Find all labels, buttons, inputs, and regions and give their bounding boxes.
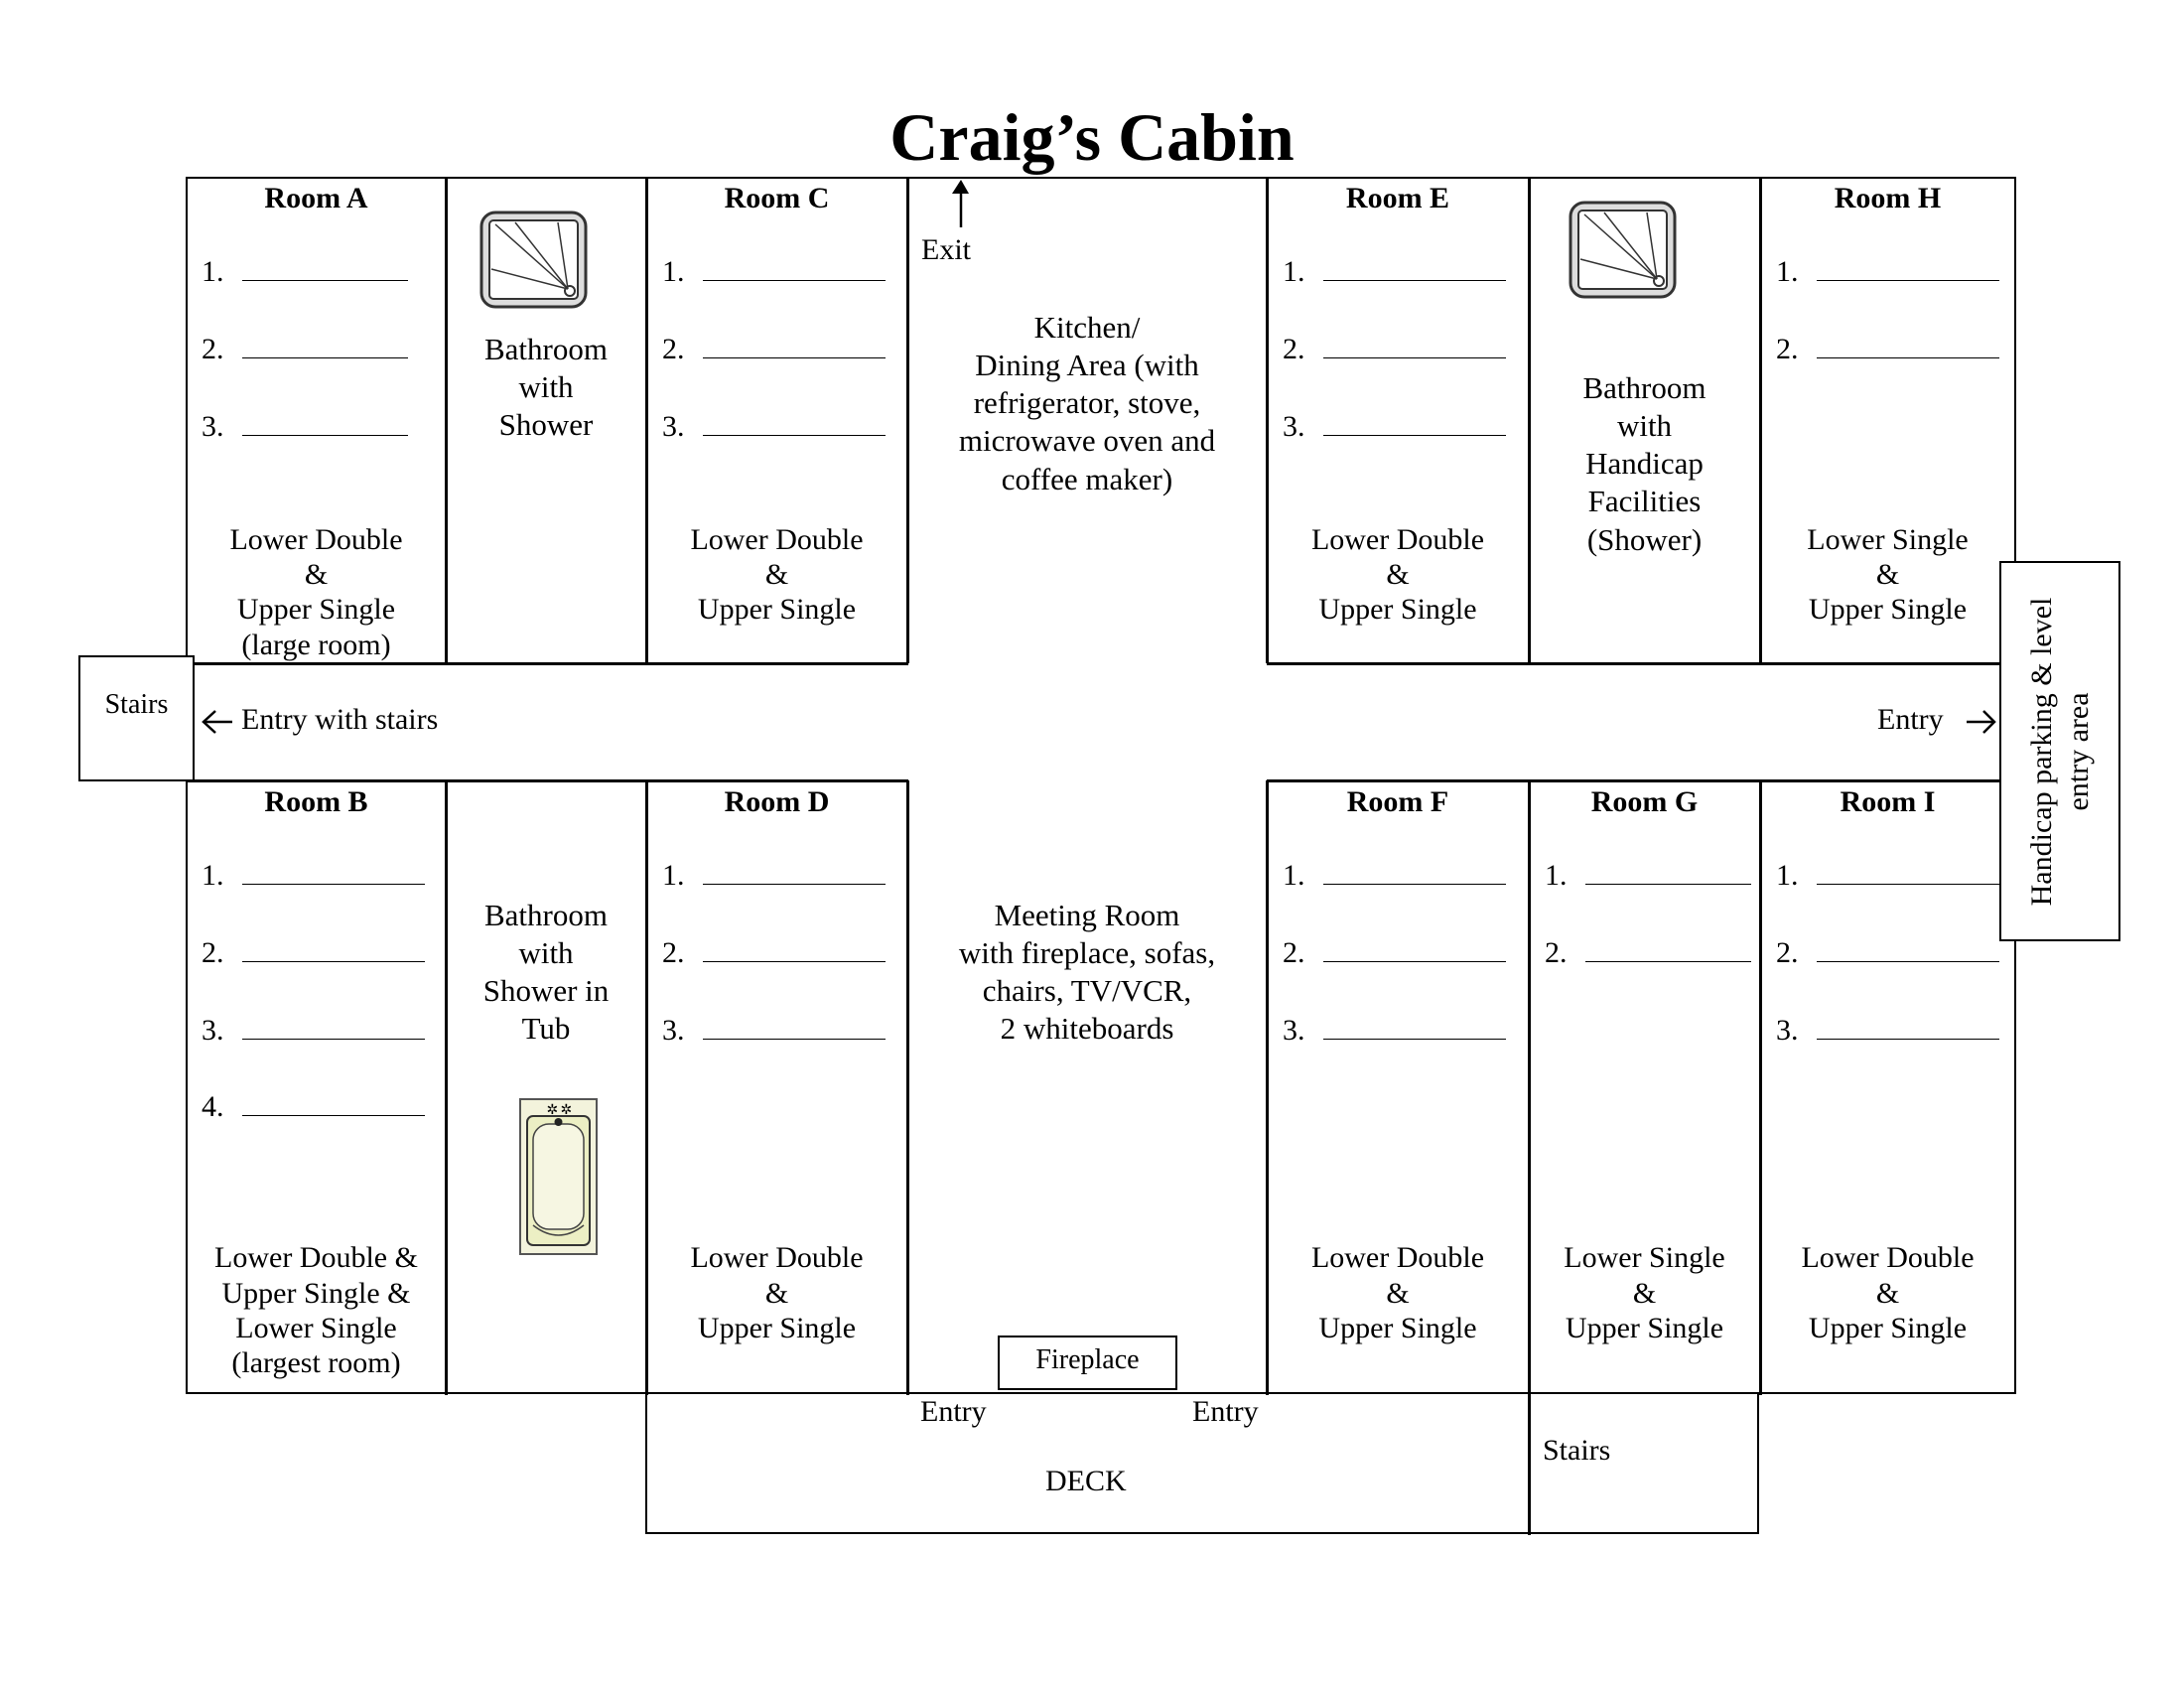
bathroom-handicap-line: Facilities: [1587, 484, 1702, 518]
name-line: [1817, 1017, 1999, 1040]
name-line: [1323, 258, 1506, 281]
bathroom-shower-line: with: [518, 369, 574, 404]
name-line: [1817, 258, 1999, 281]
occupant-slot[interactable]: [662, 936, 886, 970]
name-line: [703, 336, 886, 358]
occupant-slot[interactable]: [662, 1014, 886, 1048]
slot-number: 1.: [1776, 255, 1799, 288]
bathroom-handicap-line: Handicap: [1585, 446, 1704, 481]
occupant-slot[interactable]: [662, 333, 886, 366]
slot-number: 3.: [202, 410, 224, 443]
room-name: Room C: [724, 182, 830, 214]
bathroom-handicap-line: (Shower): [1586, 522, 1703, 557]
slot-number: 2.: [202, 333, 224, 365]
bed-info: Lower Single: [1564, 1241, 1725, 1274]
bed-info: Lower Double: [1801, 1241, 1975, 1274]
name-line: [703, 258, 886, 281]
bed-info: Lower Double: [229, 523, 403, 556]
bed-info: Upper Single: [236, 593, 396, 626]
room-a: [186, 177, 447, 663]
slot-number: 1.: [202, 859, 224, 892]
occupant-slot[interactable]: [1283, 859, 1506, 893]
room-h: [1760, 177, 2015, 663]
slot-number: 1.: [662, 859, 685, 892]
occupant-slot[interactable]: [1776, 333, 1999, 366]
bed-info: Upper Single: [1318, 1312, 1477, 1344]
bed-info: &: [1386, 558, 1410, 591]
shower-icon: [479, 211, 588, 309]
room-name: Room A: [264, 182, 368, 214]
slot-number: 2.: [1776, 333, 1799, 365]
bathroom-tub-line: with: [518, 935, 574, 970]
up-arrow-icon: [951, 180, 971, 227]
occupant-slot[interactable]: [202, 1014, 425, 1048]
bed-info: Lower Double: [1310, 523, 1485, 556]
bathroom-handicap-line: Bathroom: [1582, 370, 1706, 405]
bed-info: Upper Single: [697, 593, 857, 626]
occupant-slot[interactable]: [202, 410, 408, 444]
bed-info: &: [304, 558, 329, 591]
bed-info: (largest room): [231, 1346, 401, 1379]
svg-text:✲: ✲: [560, 1102, 573, 1118]
name-line: [703, 1017, 886, 1040]
slot-number: 1.: [1283, 859, 1305, 892]
room-name: Room F: [1346, 785, 1449, 818]
occupant-slot[interactable]: [1776, 255, 1999, 289]
bed-info: Upper Single: [697, 1312, 857, 1344]
occupant-slot[interactable]: [202, 1090, 425, 1124]
name-line: [1323, 336, 1506, 358]
bathroom-tub-line: Shower in: [482, 973, 610, 1008]
occupant-slot[interactable]: [202, 936, 425, 970]
name-line: [242, 939, 425, 962]
shower-icon: [1569, 201, 1677, 299]
room-g: [1529, 780, 1760, 1395]
occupant-slot[interactable]: [662, 410, 886, 444]
slot-number: 2.: [1776, 936, 1799, 969]
fireplace-label: Fireplace: [1035, 1344, 1140, 1375]
room-b: [186, 780, 447, 1395]
room-c: [646, 177, 907, 663]
slot-number: 2.: [1545, 936, 1568, 969]
meeting-room-line: 2 whiteboards: [1000, 1011, 1174, 1046]
slot-number: 3.: [1283, 1014, 1305, 1047]
handicap-entry-text: [2023, 569, 2097, 933]
occupant-slot[interactable]: [662, 859, 886, 893]
name-line: [1323, 413, 1506, 436]
stairs-label: Stairs: [1543, 1434, 1611, 1467]
name-line: [242, 862, 425, 885]
name-line: [1585, 939, 1751, 962]
bed-info: Upper Single &: [221, 1277, 411, 1310]
bathtub-icon: [519, 1098, 598, 1255]
occupant-slot[interactable]: [1776, 936, 1999, 970]
deck-label: DECK: [1045, 1465, 1127, 1497]
svg-text:✲: ✲: [546, 1102, 559, 1118]
name-line: [1323, 1017, 1506, 1040]
name-line: [1585, 862, 1751, 885]
left-arrow-icon: [202, 709, 232, 734]
kitchen-dining-line: coffee maker): [1001, 462, 1173, 496]
kitchen-dining-line: Dining Area (with: [975, 348, 1199, 382]
bathroom-handicap-line: with: [1616, 408, 1673, 443]
slot-number: 1.: [1545, 859, 1568, 892]
occupant-slot[interactable]: [1283, 936, 1506, 970]
slot-number: 2.: [662, 333, 685, 365]
name-line: [242, 1017, 425, 1040]
occupant-slot[interactable]: [202, 333, 408, 366]
right-arrow-icon: [1967, 709, 1997, 734]
slot-number: 1.: [662, 255, 685, 288]
name-line: [1323, 939, 1506, 962]
room-name: Room B: [264, 785, 368, 818]
stairs-left-label: Stairs: [104, 689, 169, 720]
room-name: Room G: [1590, 785, 1699, 818]
deck-stairs-wall: [1528, 1395, 1531, 1535]
entry-label: Entry: [1877, 703, 1944, 736]
occupant-slot[interactable]: [1776, 1014, 1999, 1048]
room-f: [1267, 780, 1529, 1395]
bed-info: Upper Single: [1318, 593, 1477, 626]
bed-info: &: [1875, 558, 1900, 591]
slot-number: 3.: [662, 1014, 685, 1047]
occupant-slot[interactable]: [662, 255, 886, 289]
occupant-slot[interactable]: [202, 859, 425, 893]
deck-entry-left: Entry: [920, 1395, 987, 1428]
occupant-slot[interactable]: [1283, 333, 1506, 366]
room-name: Room H: [1834, 182, 1942, 214]
name-line: [703, 939, 886, 962]
deck-entry-right: Entry: [1192, 1395, 1259, 1428]
name-line: [703, 413, 886, 436]
kitchen-dining-line: Kitchen/: [1033, 310, 1141, 345]
bed-info: Upper Single: [1808, 1312, 1968, 1344]
meeting-room-line: chairs, TV/VCR,: [982, 973, 1192, 1008]
bed-info: &: [1875, 1277, 1900, 1310]
name-line: [1817, 939, 1999, 962]
bed-info: &: [1632, 1277, 1657, 1310]
slot-number: 3.: [1283, 410, 1305, 443]
room-i: [1760, 780, 2015, 1395]
bathroom-tub-line: Bathroom: [484, 898, 608, 932]
slot-number: 2.: [202, 936, 224, 969]
hallway: [188, 665, 2012, 778]
bed-info: &: [764, 1277, 789, 1310]
slot-number: 2.: [1283, 333, 1305, 365]
fireplace: [998, 1336, 1177, 1390]
room-d: [646, 780, 907, 1395]
bed-info: Lower Single: [1807, 523, 1969, 556]
bed-info: &: [764, 558, 789, 591]
occupant-slot[interactable]: [1545, 936, 1751, 970]
room-name: Room I: [1840, 785, 1936, 818]
bed-info: Lower Double: [690, 1241, 864, 1274]
slot-number: 3.: [662, 410, 685, 443]
kitchen-dining-line: refrigerator, stove,: [973, 385, 1201, 420]
name-line: [242, 258, 408, 281]
bed-info: Lower Double &: [214, 1241, 418, 1274]
exit-label: Exit: [921, 233, 971, 266]
name-line: [242, 336, 408, 358]
slot-number: 1.: [202, 255, 224, 288]
name-line: [242, 413, 408, 436]
entry-with-stairs-label: Entry with stairs: [241, 703, 439, 736]
bed-info: (large room): [241, 629, 391, 661]
bed-info: Lower Double: [1310, 1241, 1485, 1274]
slot-number: 3.: [1776, 1014, 1799, 1047]
bed-info: Upper Single: [1565, 1312, 1724, 1344]
meeting-room-line: with fireplace, sofas,: [958, 935, 1216, 970]
bed-info: Lower Double: [690, 523, 864, 556]
room-name: Room E: [1345, 182, 1450, 214]
name-line: [242, 1093, 425, 1116]
slot-number: 1.: [1776, 859, 1799, 892]
name-line: [1323, 862, 1506, 885]
bathroom-tub-line: Tub: [521, 1011, 571, 1046]
page-title: Craig’s Cabin: [889, 99, 1295, 175]
room-e: [1267, 177, 1529, 663]
meeting-room-line: Meeting Room: [994, 898, 1180, 932]
slot-number: 3.: [202, 1014, 224, 1047]
stairs-box-left: [78, 655, 195, 781]
bed-info: Lower Single: [235, 1312, 397, 1344]
name-line: [1817, 862, 1999, 885]
bed-info: &: [1386, 1277, 1410, 1310]
occupant-slot[interactable]: [1283, 410, 1506, 444]
deck: [645, 1394, 1759, 1534]
name-line: [1817, 336, 1999, 358]
bed-info: Upper Single: [1808, 593, 1968, 626]
occupant-slot[interactable]: [1283, 1014, 1506, 1048]
handicap-entry-line: entry area: [2062, 691, 2095, 811]
occupant-slot[interactable]: [202, 255, 408, 289]
bathroom-shower-line: Shower: [498, 407, 594, 442]
slot-number: 4.: [202, 1090, 224, 1123]
occupant-slot[interactable]: [1545, 859, 1751, 893]
name-line: [703, 862, 886, 885]
slot-number: 2.: [662, 936, 685, 969]
bathroom-shower-line: Bathroom: [484, 332, 608, 366]
occupant-slot[interactable]: [1776, 859, 1999, 893]
handicap-entry-box: [1999, 561, 2120, 941]
slot-number: 1.: [1283, 255, 1305, 288]
kitchen-dining-line: microwave oven and: [958, 423, 1216, 458]
room-name: Room D: [724, 785, 830, 818]
slot-number: 2.: [1283, 936, 1305, 969]
occupant-slot[interactable]: [1283, 255, 1506, 289]
handicap-entry-line: Handicap parking & level: [2025, 597, 2058, 906]
